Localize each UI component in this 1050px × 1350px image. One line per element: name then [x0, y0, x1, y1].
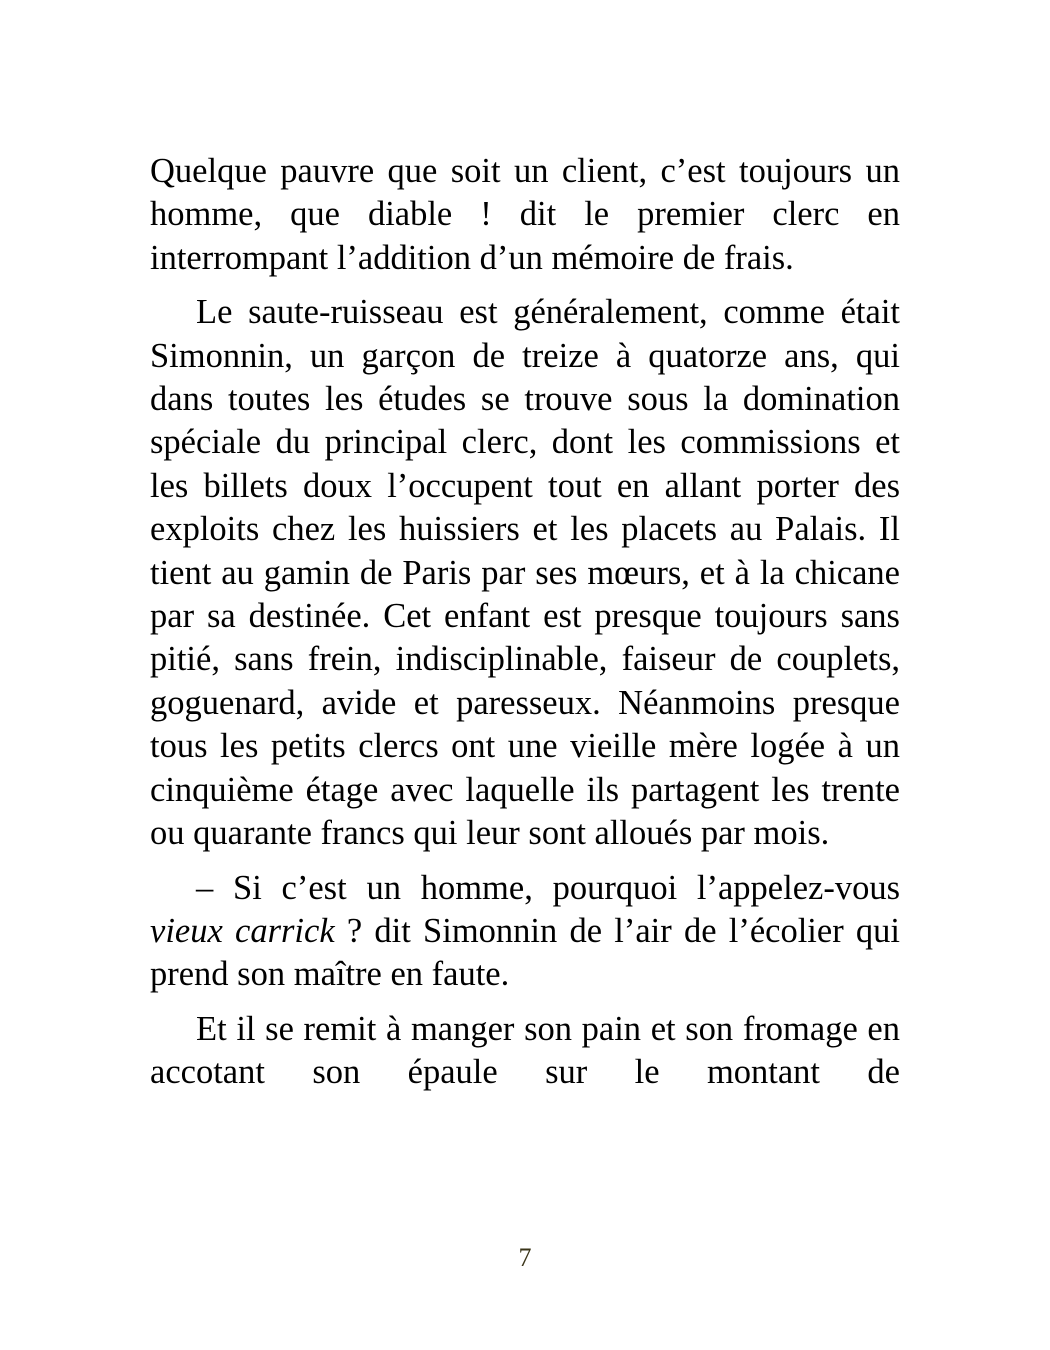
- paragraph-3: [150, 867, 900, 997]
- page-number: 7: [518, 1243, 532, 1272]
- paragraph-1: Quelque pauvre que soit un client, c’est toujours un homme, que diable ! dit le premier clerc en interrompant l’addition d’un mémoire de frais.: [150, 152, 900, 277]
- paragraph-3-tail: ? dit Simonnin de l’air de l’écolier qui prend son maître en faute.: [150, 911, 900, 994]
- paragraph-3-emphasis: vieux carrick: [150, 911, 335, 950]
- paragraph-2: Le saute-ruisseau est généralement, comme était Simonnin, un garçon de treize à quatorze ans, qui dans toutes les études se trouve sous la domination spéciale du principal clerc, dont les commissions et les billets doux l’occupent tout en allant porter des exploits chez les huissiers et les placets au Palais. Il tient au gamin de Paris par ses mœurs, et à la chicane par sa destinée. Cet enfant est presque toujours sans pitié, sans frein, indisciplinable, faiseur de couplets, goguenard, avide et paresseux. Néanmoins presque tous les petits clercs ont une vieille mère logée à un cinquième étage avec laquelle ils partagent les trente ou quarante francs qui leur sont alloués par mois.: [150, 293, 900, 853]
- paragraph-3-lead: – Si c’est un homme, pourquoi l’appelez-vous: [196, 868, 900, 907]
- page-body: [150, 150, 900, 1106]
- paragraph-4: Et il se remit à manger son pain et son fromage en accotant son épaule sur le montant de: [150, 1009, 900, 1092]
